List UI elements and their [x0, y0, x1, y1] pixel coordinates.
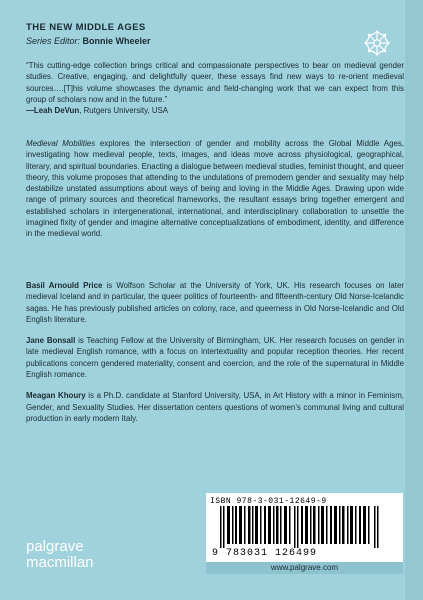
bio-paragraph	[26, 280, 404, 325]
book-description	[26, 138, 404, 240]
quote-attribution-affiliation: , Rutgers University, USA	[79, 106, 169, 116]
bio-name: Meagan Khoury	[26, 391, 86, 401]
bio-paragraph	[26, 335, 404, 380]
publisher-name-line1: palgrave	[26, 538, 84, 555]
publisher-logo	[26, 539, 94, 571]
series-header	[26, 22, 346, 46]
publisher-url: www.palgrave.com	[270, 563, 339, 572]
quote-text: “This cutting-edge collection brings critical and compassionate perspectives to bear on medieval gender studies. Creative, engaging, and delightfully queer, these essays find new ways to re-orient medieval sources….[T]his volume showcases the dynamic and field-changing work that we can expect from this group of scholars now and in the future.”	[26, 61, 404, 104]
bio-name: Jane Bonsall	[26, 336, 76, 346]
editor-bios	[26, 280, 404, 434]
bio-paragraph	[26, 390, 404, 424]
series-editor-label: Series Editor:	[26, 36, 81, 46]
barcode-graphic	[220, 506, 380, 548]
book-title-italic: Medieval Mobilities	[26, 139, 96, 148]
series-editor-name: Bonnie Wheeler	[82, 36, 151, 46]
bio-name: Basil Arnould Price	[26, 281, 103, 290]
publisher-name-line2: macmillan	[26, 554, 94, 571]
description-text: explores the intersection of gender and mobility across the Global Middle Ages, investigating how medieval people, texts, images, and ideas move across physiological, geographical, literary, and spiritual boundaries. Enacting a dialogue between medieval studies, feminist thought, and queer theory, this volume proposes that attending to the undulations of premodern gender and sexuality may help destabilize unstated assumptions about ways of being and loving in the Middle Ages. Drawing upon wide range of primary sources and theoretical frameworks, the resultant essays bring together emergent and established scholars in intergenerational, international, and interdisciplinary collaboration to unsettle the imagined fixity of gender and imagine alternative conceptualizations of embodiment, identity, and difference in the medieval world.	[26, 139, 404, 239]
endorsement-quote	[26, 60, 404, 116]
bio-text: is a Ph.D. candidate at Stanford University, USA, in Art History with a minor in Feminism, Gender, and Sexuality Studies. Her dissertation centers questions of women’s communal living and cultural production in early modern Italy.	[26, 391, 404, 423]
series-title: THE NEW MIDDLE AGES	[26, 22, 146, 33]
barcode-digits: 9 783031 126499	[212, 548, 318, 559]
series-editor	[26, 36, 346, 46]
bio-text: is Teaching Fellow at the University of Birmingham, UK. Her research focuses on gender in late medieval English romance, with a focus on intertextuality and popular reception theories. Her recent publications concern gendered materiality, consent and coercion, and the role of the supernatural in Middle English romance.	[26, 336, 404, 380]
spine-edge	[405, 0, 423, 600]
isbn-label: ISBN 978-3-031-12649-9	[210, 497, 327, 506]
bio-text: is Wolfson Scholar at the University of York, UK. His research focuses on later medieval Iceland and in particular, the queer politics of fourteenth- and fifteenth-century Old Norse-Icelandic sagas. He has previously published articles on colony, race, and queerness in Old Norse-Icelandic and Old English literature.	[26, 281, 404, 324]
palgrave-star-logo-icon	[364, 30, 390, 56]
quote-attribution-name: —Leah DeVun	[26, 106, 80, 116]
